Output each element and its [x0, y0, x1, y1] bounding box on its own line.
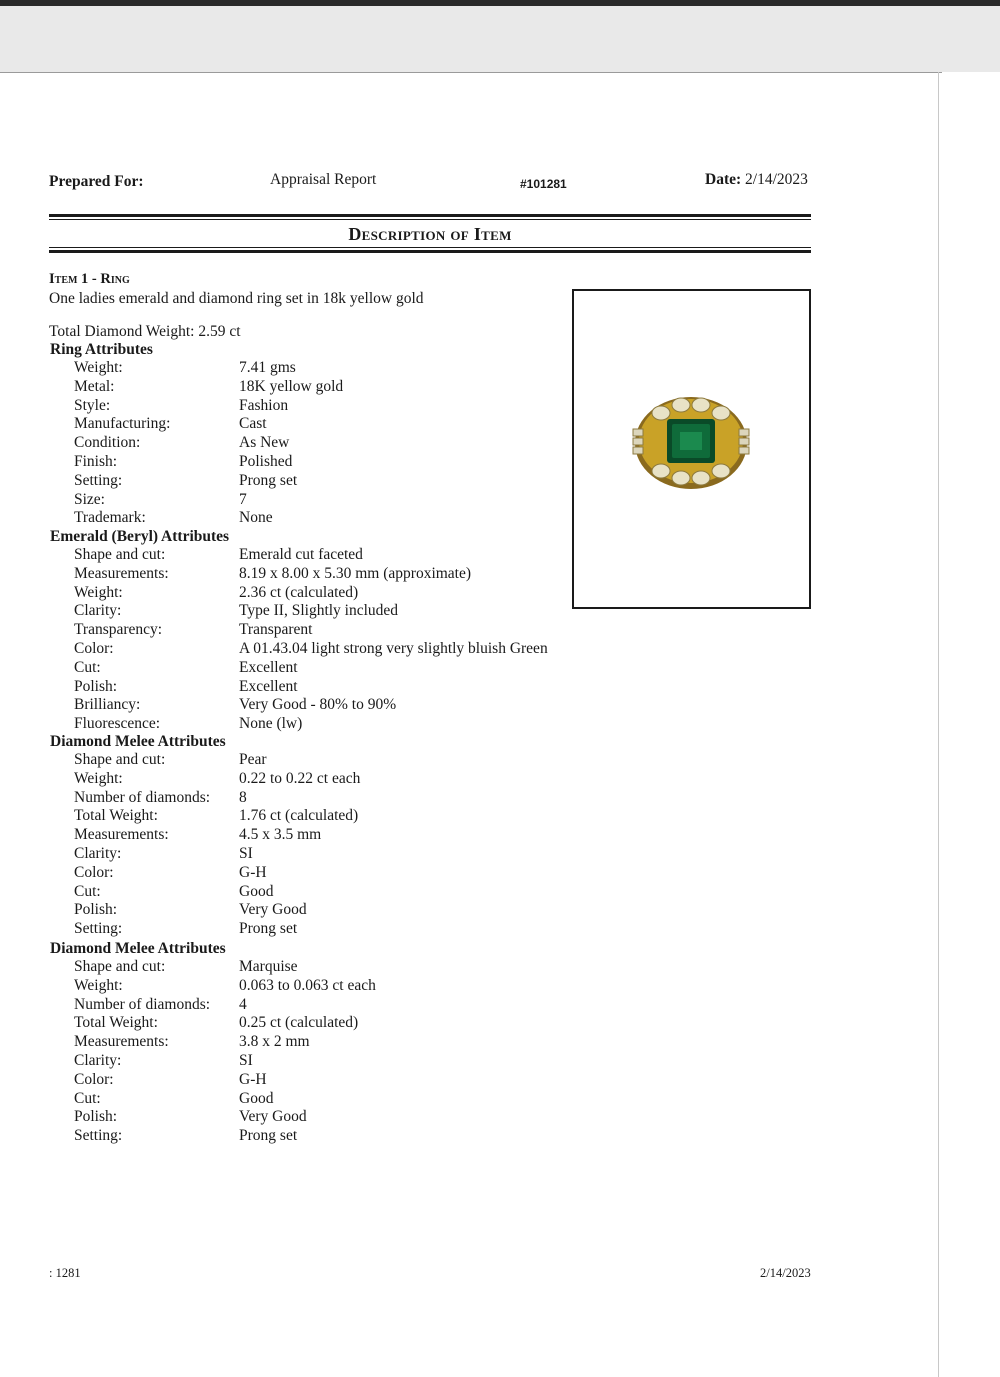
attribute-value: Excellent: [239, 677, 298, 695]
attribute-value: Pear: [239, 751, 267, 768]
attribute-value: 18K yellow gold: [239, 377, 344, 395]
attribute-label: Color:: [74, 640, 114, 657]
attribute-label: Number of diamonds:: [74, 995, 211, 1013]
attribute-value: 7: [239, 490, 247, 508]
attribute-label: Total Weight:: [74, 1014, 158, 1032]
attribute-label: Clarity:: [74, 845, 122, 862]
attribute-group-heading: Diamond Melee Attributes: [50, 940, 226, 957]
attribute-label: Setting:: [74, 920, 123, 938]
date-value: 2/14/2023: [745, 171, 808, 188]
section-rule-bottom-thick: [49, 250, 811, 253]
attribute-label: Polish:: [74, 677, 118, 695]
ring-image: [633, 397, 749, 489]
section-rule-top-thin: [49, 219, 811, 220]
attribute-label: Size:: [74, 490, 105, 508]
attribute-label: Weight:: [74, 976, 123, 994]
attribute-value: As New: [239, 434, 290, 452]
attribute-value: 7.41 gms: [239, 359, 296, 376]
attribute-value: Prong set: [239, 1127, 298, 1145]
attribute-label: Measurements:: [74, 564, 169, 582]
attribute-value: 8: [239, 788, 247, 806]
page-top-edge: [0, 72, 942, 73]
attribute-label: Number of diamonds:: [74, 788, 211, 806]
attribute-value: Very Good - 80% to 90%: [239, 696, 397, 714]
attribute-value: G-H: [239, 1070, 267, 1088]
ring-photo-frame: [572, 289, 811, 609]
attribute-label: Measurements:: [74, 1033, 169, 1051]
date-label: Date:: [705, 171, 742, 188]
attribute-label: Measurements:: [74, 826, 169, 844]
ring-photo: [574, 291, 809, 607]
attribute-label: Finish:: [74, 453, 118, 470]
item-heading: Item 1 - Ring: [49, 271, 130, 287]
attribute-value: Prong set: [239, 471, 298, 489]
attribute-value: Good: [239, 1089, 274, 1107]
attribute-label: Shape and cut:: [74, 958, 166, 975]
attribute-value: Emerald cut faceted: [239, 546, 363, 563]
attribute-label: Setting:: [74, 1127, 123, 1145]
attribute-value: Marquise: [239, 958, 298, 975]
attribute-label: Style:: [74, 396, 111, 414]
scan-background: [0, 6, 1000, 72]
attribute-label: Setting:: [74, 471, 123, 489]
footer-ref: : 1281: [49, 1266, 81, 1280]
page-right-edge: [938, 72, 939, 1377]
item-description: One ladies emerald and diamond ring set in 18k yellow gold: [49, 290, 424, 307]
attribute-value: G-H: [239, 863, 267, 881]
attribute-label: Weight:: [74, 583, 123, 601]
section-title: Description of Item: [348, 224, 512, 244]
attribute-label: Weight:: [74, 769, 123, 787]
attribute-group-heading: Emerald (Beryl) Attributes: [50, 528, 230, 545]
attribute-value: 2.36 ct (calculated): [239, 583, 359, 601]
attribute-value: 0.063 to 0.063 ct each: [239, 976, 376, 994]
attribute-value: None: [239, 509, 273, 527]
attribute-label: Cut:: [74, 658, 101, 676]
attribute-label: Shape and cut:: [74, 751, 166, 768]
attribute-value: 8.19 x 8.00 x 5.30 mm (approximate): [239, 564, 472, 582]
attribute-value: Very Good: [239, 1108, 307, 1126]
attribute-value: 0.22 to 0.22 ct each: [239, 769, 361, 787]
attribute-value: A 01.43.04 light strong very slightly bluish Green: [239, 640, 548, 657]
attribute-value: 3.8 x 2 mm: [239, 1033, 310, 1051]
attribute-label: Brilliancy:: [74, 696, 141, 714]
report-date: [705, 171, 808, 189]
attribute-value: Polished: [239, 453, 293, 470]
attribute-value: 4: [239, 995, 247, 1013]
attribute-value: Fashion: [239, 396, 289, 414]
attribute-value: Cast: [239, 415, 267, 433]
attribute-label: Clarity:: [74, 602, 122, 620]
attribute-label: Fluorescence:: [74, 715, 161, 733]
report-number: #101281: [520, 177, 567, 191]
attribute-value: 4.5 x 3.5 mm: [239, 826, 322, 844]
attribute-label: Total Weight:: [74, 807, 158, 825]
attribute-value: Prong set: [239, 920, 298, 938]
attribute-value: Very Good: [239, 901, 307, 919]
section-rule-bottom-thin: [49, 247, 811, 248]
total-diamond-weight: Total Diamond Weight: 2.59 ct: [49, 323, 241, 340]
attribute-value: Excellent: [239, 658, 298, 676]
attribute-label: Weight:: [74, 359, 123, 376]
prepared-for-label: Prepared For:: [49, 173, 144, 190]
attribute-label: Polish:: [74, 901, 118, 919]
attribute-label: Clarity:: [74, 1052, 122, 1069]
attribute-label: Polish:: [74, 1108, 118, 1126]
attribute-value: SI: [239, 1052, 253, 1069]
attribute-value: 1.76 ct (calculated): [239, 807, 359, 825]
attribute-value: Type II, Slightly included: [239, 602, 399, 620]
attribute-label: Condition:: [74, 434, 141, 452]
attribute-value: None (lw): [239, 715, 303, 733]
attribute-value: Good: [239, 882, 274, 900]
attribute-value: 0.25 ct (calculated): [239, 1014, 359, 1032]
attribute-group-heading: Ring Attributes: [50, 341, 153, 358]
attribute-label: Shape and cut:: [74, 546, 166, 563]
attribute-label: Cut:: [74, 882, 101, 900]
attribute-value: Transparent: [239, 621, 313, 639]
emerald-table: [680, 432, 702, 450]
report-title: Appraisal Report: [270, 171, 377, 188]
attribute-label: Manufacturing:: [74, 415, 171, 433]
attribute-group-heading: Diamond Melee Attributes: [50, 733, 226, 750]
attribute-label: Trademark:: [74, 509, 146, 527]
attribute-value: SI: [239, 845, 253, 862]
footer-date: 2/14/2023: [760, 1266, 811, 1280]
section-rule-top-thick: [49, 214, 811, 217]
attribute-label: Color:: [74, 863, 114, 881]
attribute-label: Metal:: [74, 377, 115, 395]
attribute-label: Transparency:: [74, 621, 163, 639]
attribute-label: Color:: [74, 1070, 114, 1088]
attribute-label: Cut:: [74, 1089, 101, 1107]
